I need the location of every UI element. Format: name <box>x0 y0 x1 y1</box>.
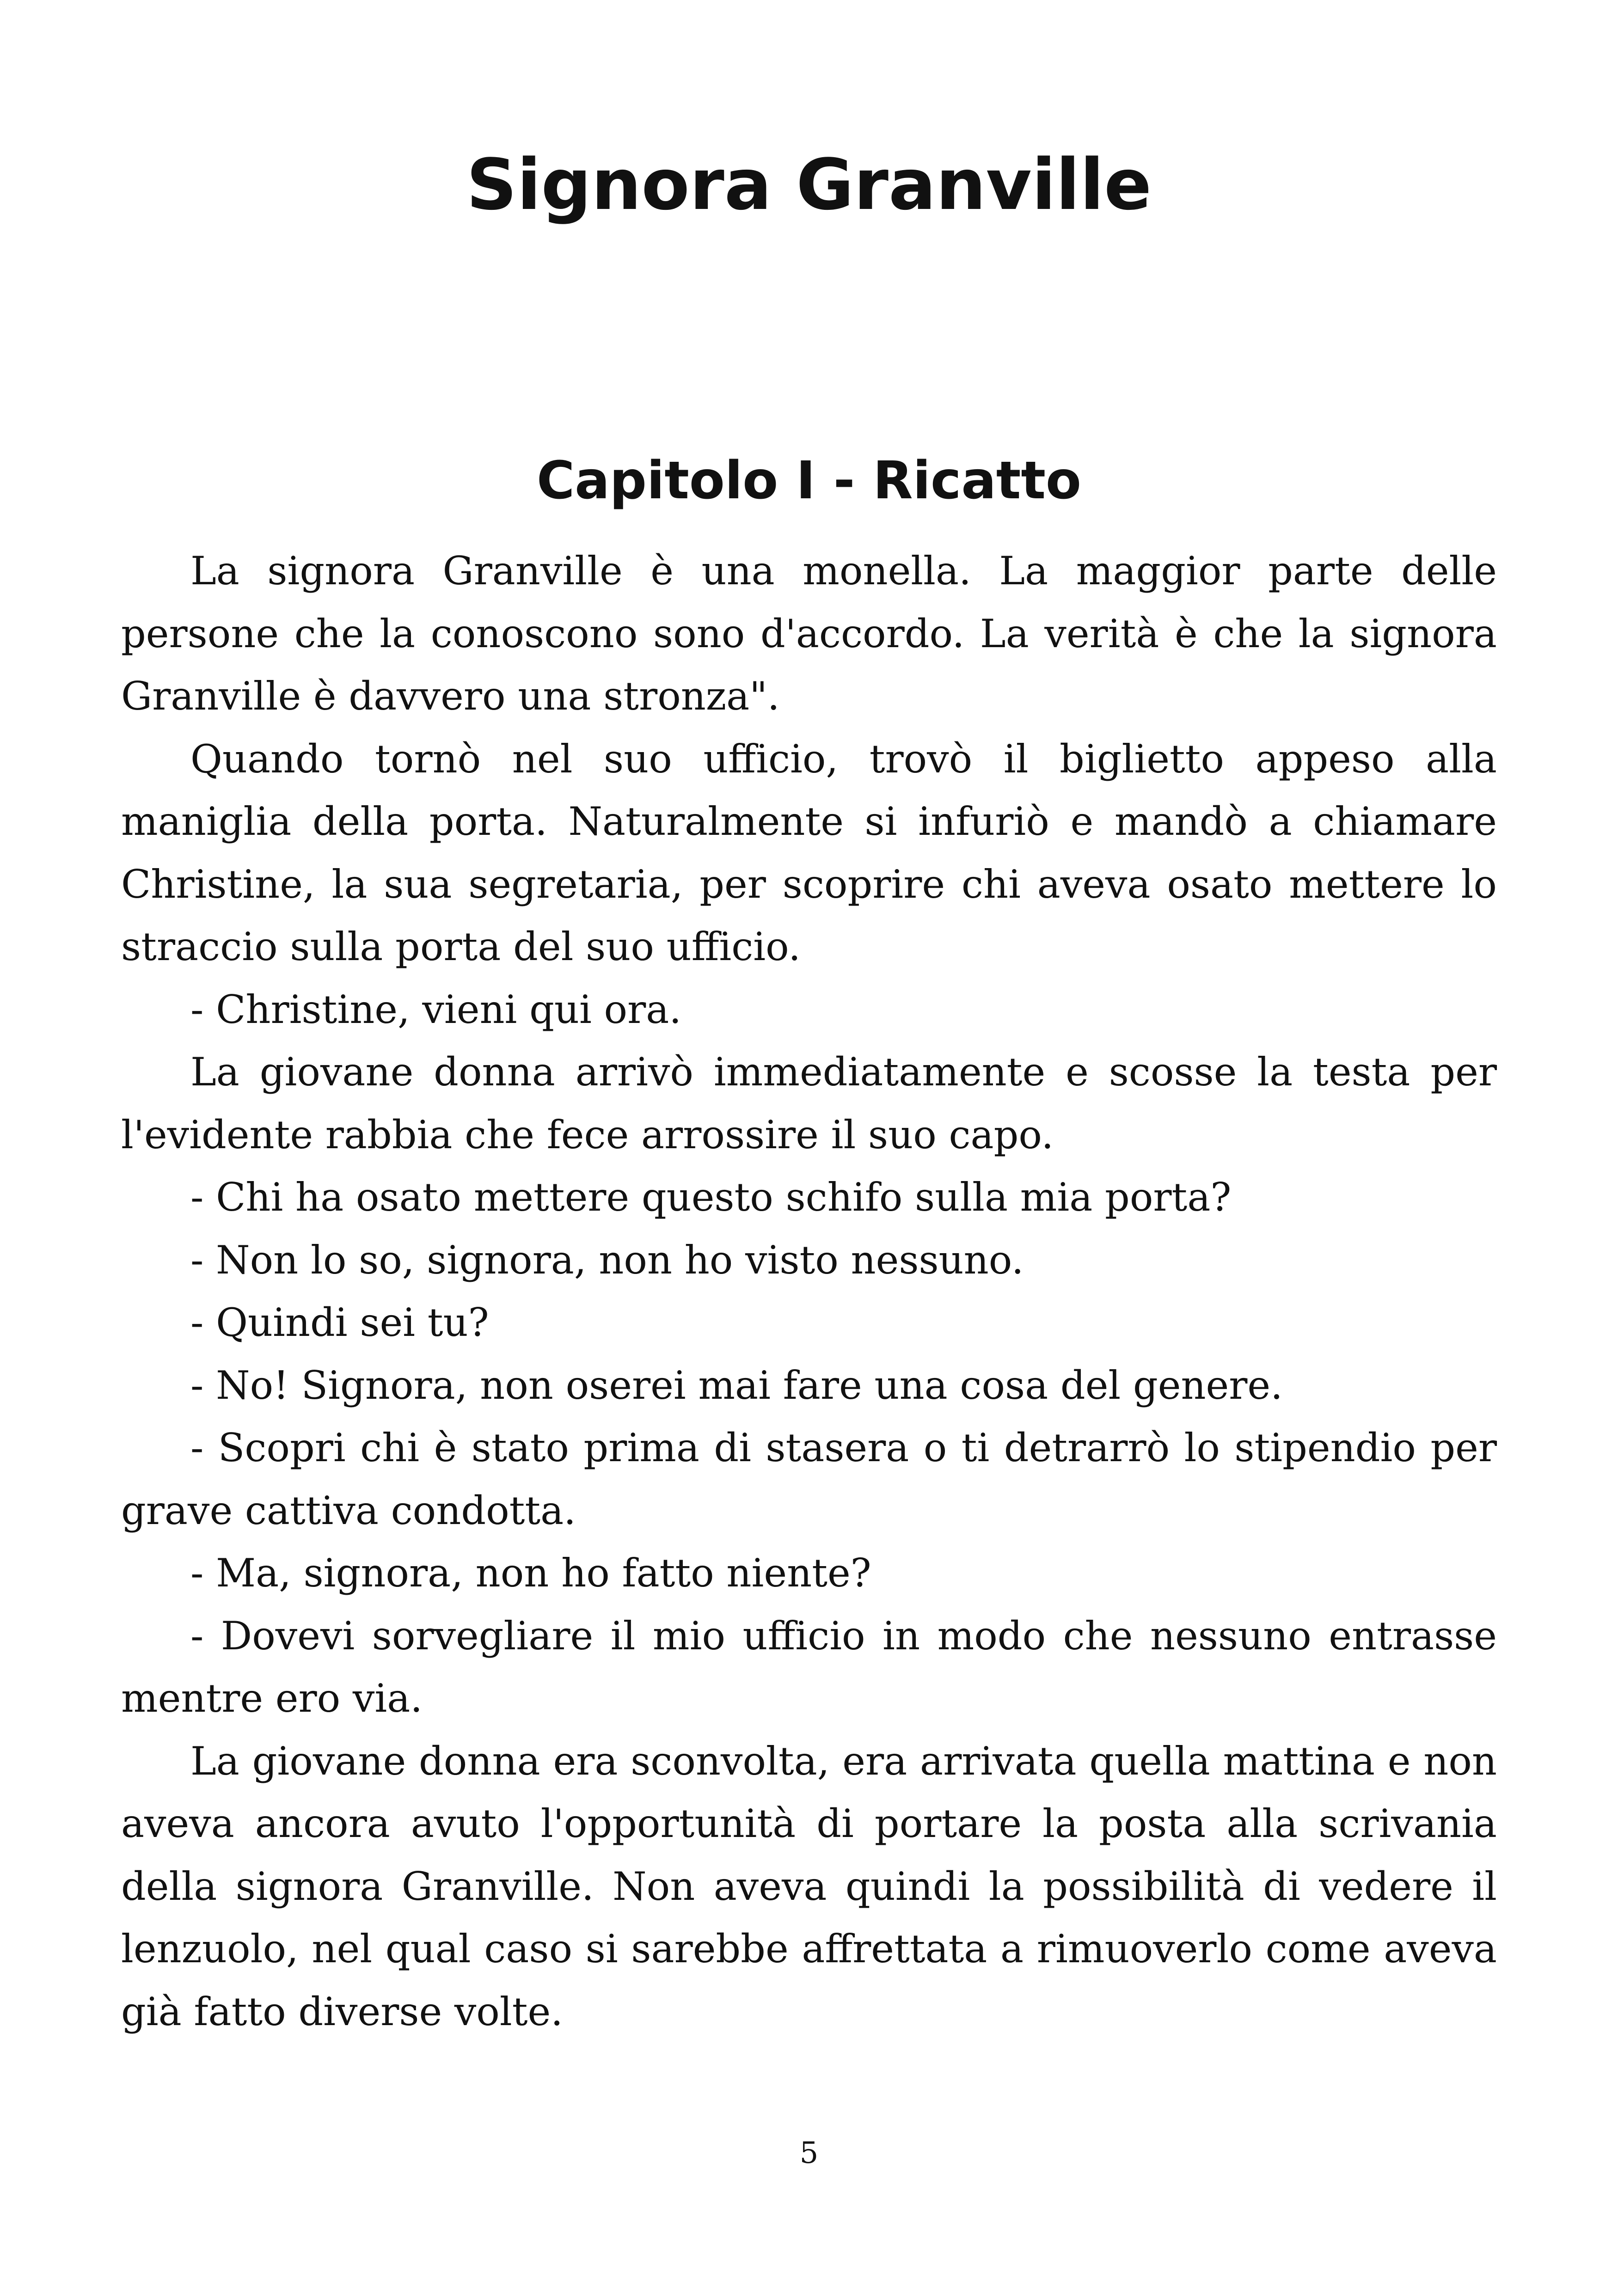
paragraph: Quando tornò nel suo ufficio, trovò il biglietto appeso alla maniglia della porta. Naturalmente si infuriò e mandò a chiamare Christine, la sua segretaria, per scoprire chi aveva osato mettere lo straccio sulla porta del suo ufficio. <box>121 736 1497 969</box>
paragraph: La giovane donna arrivò immediatamente e scosse la testa per l'evidente rabbia che fece arrossire il suo capo. <box>121 1049 1497 1157</box>
paragraph: - Dovevi sorvegliare il mio ufficio in modo che nessuno entrasse mentre ero via. <box>121 1613 1497 1721</box>
paragraph: La giovane donna era sconvolta, era arrivata quella mattina e non aveva ancora avuto l'opportunità di portare la posta alla scrivania della signora Granville. Non aveva quindi la possibilità di vedere il lenzuolo, nel qual caso si sarebbe affrettata a rimuoverlo come aveva già fatto diverse volte. <box>121 1738 1497 2034</box>
paragraph: - Christine, vieni qui ora. <box>190 986 682 1032</box>
page-number: 5 <box>799 2136 819 2170</box>
paragraph: - Scopri chi è stato prima di stasera o ti detrarrò lo stipendio per grave cattiva condotta. <box>121 1425 1497 1533</box>
book-title: Signora Granville <box>466 144 1152 226</box>
paragraph: - Ma, signora, non ho fatto niente? <box>190 1550 871 1596</box>
paragraph: - No! Signora, non oserei mai fare una cosa del genere. <box>190 1362 1283 1408</box>
paragraph: - Non lo so, signora, non ho visto nessuno. <box>190 1237 1024 1283</box>
chapter-title: Capitolo I - Ricatto <box>537 451 1081 511</box>
paragraph: La signora Granville è una monella. La maggior parte delle persone che la conoscono sono d'accordo. La verità è che la signora Granville è davvero una stronza". <box>121 548 1497 719</box>
paragraph: - Quindi sei tu? <box>190 1300 489 1345</box>
chapter-body <box>121 540 1497 2043</box>
paragraph: - Chi ha osato mettere questo schifo sulla mia porta? <box>190 1175 1232 1220</box>
